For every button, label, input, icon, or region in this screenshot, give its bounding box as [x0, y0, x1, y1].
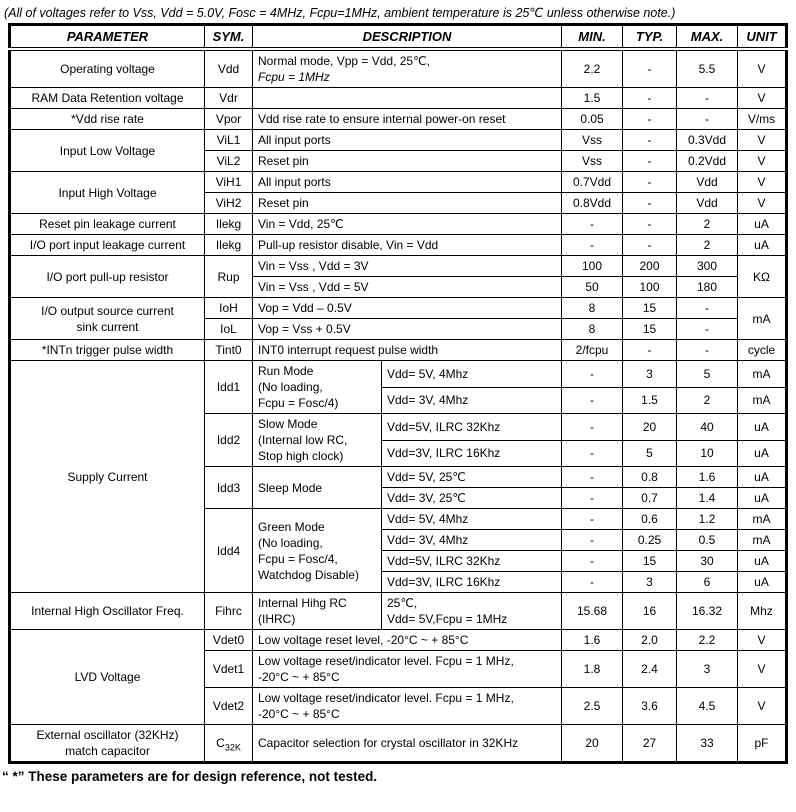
spec-table: [8, 23, 788, 764]
table-cell: Ilekg: [205, 235, 253, 256]
table-cell: -: [562, 440, 623, 467]
table-cell: -: [623, 49, 677, 88]
table-cell: Vdd= 3V, 4Mhz: [382, 530, 562, 551]
table-cell: Supply Current: [10, 361, 205, 593]
table-cell: 3: [677, 651, 738, 688]
table-cell: 27: [623, 725, 677, 763]
table-cell: V: [738, 88, 787, 109]
table-cell: Operating voltage: [10, 49, 205, 88]
table-cell: All input ports: [253, 172, 562, 193]
table-cell: -: [562, 414, 623, 441]
table-cell: 1.6: [677, 467, 738, 488]
table-cell: 0.3Vdd: [677, 130, 738, 151]
table-cell: -: [562, 467, 623, 488]
column-header-min: MIN.: [562, 25, 623, 50]
table-row: [10, 256, 787, 277]
column-header-parameter: PARAMETER: [10, 25, 205, 50]
table-cell: -: [623, 151, 677, 172]
spec-table-body: [10, 49, 787, 763]
table-cell: -: [677, 340, 738, 361]
table-cell: Vdet2: [205, 688, 253, 725]
table-cell: 2: [677, 214, 738, 235]
table-cell: 50: [562, 277, 623, 298]
table-cell: -: [562, 361, 623, 388]
table-cell: Vpor: [205, 109, 253, 130]
table-cell: V: [738, 688, 787, 725]
table-cell: 200: [623, 256, 677, 277]
table-cell: IoH: [205, 298, 253, 319]
table-cell: V/ms: [738, 109, 787, 130]
table-cell: 5: [623, 440, 677, 467]
table-cell: 1.6: [562, 630, 623, 651]
table-cell: mA: [738, 387, 787, 414]
table-cell: 0.7: [623, 488, 677, 509]
table-cell: Low voltage reset/indicator level. Fcpu = 1 MHz, -20°C ~ + 85°C: [253, 651, 562, 688]
table-row: [10, 361, 787, 388]
column-header-max: MAX.: [677, 25, 738, 50]
table-cell: 0.2Vdd: [677, 151, 738, 172]
header-row: [10, 25, 787, 50]
table-cell: V: [738, 151, 787, 172]
table-cell: -: [623, 130, 677, 151]
table-row: [10, 88, 787, 109]
column-header-unit: UNIT: [738, 25, 787, 50]
column-header-description: DESCRIPTION: [253, 25, 562, 50]
table-cell: uA: [738, 214, 787, 235]
table-cell: uA: [738, 488, 787, 509]
table-row: [10, 130, 787, 151]
table-cell: 1.5: [623, 387, 677, 414]
table-cell: External oscillator (32KHz) match capacitor: [10, 725, 205, 763]
table-cell: Vdd= 3V, 4Mhz: [382, 387, 562, 414]
table-cell: Idd2: [205, 414, 253, 467]
table-cell: mA: [738, 298, 787, 340]
table-cell: uA: [738, 551, 787, 572]
column-header-typ: TYP.: [623, 25, 677, 50]
table-row: [10, 725, 787, 763]
table-cell: 0.25: [623, 530, 677, 551]
table-cell: Idd3: [205, 467, 253, 509]
table-row: [10, 593, 787, 630]
table-cell: uA: [738, 467, 787, 488]
table-cell: -: [623, 214, 677, 235]
table-row: [10, 235, 787, 256]
table-cell: 15: [623, 551, 677, 572]
table-cell: 1.4: [677, 488, 738, 509]
table-cell: V: [738, 172, 787, 193]
table-cell: -: [623, 88, 677, 109]
table-cell: 0.5: [677, 530, 738, 551]
table-row: [10, 172, 787, 193]
table-cell: Sleep Mode: [253, 467, 382, 509]
table-cell: -: [562, 387, 623, 414]
table-cell: ViH1: [205, 172, 253, 193]
table-cell: Input Low Voltage: [10, 130, 205, 172]
table-row: [10, 214, 787, 235]
table-cell: Tint0: [205, 340, 253, 361]
table-cell: -: [562, 530, 623, 551]
table-cell: Vop = Vss + 0.5V: [253, 319, 562, 340]
table-cell: Vdd= 5V, 25℃: [382, 467, 562, 488]
table-cell: 3: [623, 572, 677, 593]
table-cell: Vdd=5V, ILRC 32Khz: [382, 551, 562, 572]
table-cell: 2: [677, 387, 738, 414]
table-cell: 2.2: [562, 49, 623, 88]
table-cell: 8: [562, 319, 623, 340]
table-cell: 2/fcpu: [562, 340, 623, 361]
table-cell: 5.5: [677, 49, 738, 88]
table-cell: Vdr: [205, 88, 253, 109]
table-cell: Green Mode (No loading, Fcpu = Fosc/4, Watchdog Disable): [253, 509, 382, 593]
table-cell: 180: [677, 277, 738, 298]
table-cell: Run Mode (No loading, Fcpu = Fosc/4): [253, 361, 382, 414]
table-cell: Vdet1: [205, 651, 253, 688]
table-cell: uA: [738, 572, 787, 593]
table-cell: 6: [677, 572, 738, 593]
table-cell: 25℃, Vdd= 5V,Fcpu = 1MHz: [382, 593, 562, 630]
table-cell: Vdd rise rate to ensure internal power-on reset: [253, 109, 562, 130]
table-cell: Mhz: [738, 593, 787, 630]
table-cell: 15.68: [562, 593, 623, 630]
table-cell: Vdd= 5V, 4Mhz: [382, 361, 562, 388]
table-condition-note: (All of voltages refer to Vss, Vdd = 5.0V, Fosc = 4MHz, Fcpu=1MHz, ambient temperature is 25℃ unless otherwise note.): [4, 6, 676, 20]
table-cell: 0.7Vdd: [562, 172, 623, 193]
table-cell: 16.32: [677, 593, 738, 630]
table-cell: 20: [623, 414, 677, 441]
table-cell: ViL2: [205, 151, 253, 172]
table-cell: 100: [562, 256, 623, 277]
table-cell: mA: [738, 509, 787, 530]
table-cell: -: [677, 109, 738, 130]
table-cell: Vdd: [205, 49, 253, 88]
table-cell: 0.05: [562, 109, 623, 130]
table-cell: -: [562, 509, 623, 530]
table-cell: -: [562, 551, 623, 572]
table-cell: uA: [738, 440, 787, 467]
table-cell: -: [623, 193, 677, 214]
table-cell: 2.2: [677, 630, 738, 651]
table-cell: V: [738, 130, 787, 151]
table-cell: uA: [738, 414, 787, 441]
table-cell: -: [677, 88, 738, 109]
table-cell: -: [562, 214, 623, 235]
table-cell: mA: [738, 530, 787, 551]
table-cell: -: [562, 235, 623, 256]
table-cell: Capacitor selection for crystal oscillator in 32KHz: [253, 725, 562, 763]
table-cell: Low voltage reset/indicator level. Fcpu = 1 MHz, -20°C ~ + 85°C: [253, 688, 562, 725]
table-cell: Vdd= 5V, 4Mhz: [382, 509, 562, 530]
table-cell: Vin = Vss , Vdd = 5V: [253, 277, 562, 298]
table-cell: Vdd=3V, ILRC 16Khz: [382, 572, 562, 593]
table-row: [10, 109, 787, 130]
table-cell: I/O port pull-up resistor: [10, 256, 205, 298]
table-cell: -: [623, 235, 677, 256]
table-cell: Vin = Vdd, 25℃: [253, 214, 562, 235]
table-cell: Vss: [562, 151, 623, 172]
table-row: [10, 630, 787, 651]
table-cell: 2.4: [623, 651, 677, 688]
table-cell: KΩ: [738, 256, 787, 298]
table-cell: 300: [677, 256, 738, 277]
table-cell: -: [623, 109, 677, 130]
table-cell: Idd1: [205, 361, 253, 414]
table-cell: Vin = Vss , Vdd = 3V: [253, 256, 562, 277]
table-cell: 40: [677, 414, 738, 441]
table-cell: Vdet0: [205, 630, 253, 651]
table-cell: Vss: [562, 130, 623, 151]
table-cell: V: [738, 651, 787, 688]
table-cell: Slow Mode (Internal low RC, Stop high clock): [253, 414, 382, 467]
table-cell: Vop = Vdd – 0.5V: [253, 298, 562, 319]
table-cell: I/O output source current sink current: [10, 298, 205, 340]
table-cell: 15: [623, 298, 677, 319]
table-cell: Reset pin leakage current: [10, 214, 205, 235]
table-cell: Input High Voltage: [10, 172, 205, 214]
table-row: [10, 340, 787, 361]
table-row: [10, 49, 787, 88]
table-cell: Vdd: [677, 172, 738, 193]
asterisk-footnote: “ *” These parameters are for design reference, not tested.: [2, 769, 378, 784]
table-cell: 0.8: [623, 467, 677, 488]
table-cell: IoL: [205, 319, 253, 340]
table-cell: Reset pin: [253, 193, 562, 214]
table-cell: V: [738, 193, 787, 214]
table-cell: Normal mode, Vpp = Vdd, 25℃, Fcpu = 1MHz: [253, 49, 562, 88]
table-cell: 15: [623, 319, 677, 340]
table-cell: Idd4: [205, 509, 253, 593]
table-cell: -: [623, 172, 677, 193]
table-cell: -: [677, 298, 738, 319]
table-cell: Internal High Oscillator Freq.: [10, 593, 205, 630]
table-cell: 1.2: [677, 509, 738, 530]
column-header-sym: SYM.: [205, 25, 253, 50]
table-cell: 5: [677, 361, 738, 388]
table-cell: 2.0: [623, 630, 677, 651]
table-cell: Vdd= 3V, 25℃: [382, 488, 562, 509]
table-cell: -: [562, 572, 623, 593]
table-cell: [253, 88, 562, 109]
table-cell: 33: [677, 725, 738, 763]
table-cell: INT0 interrupt request pulse width: [253, 340, 562, 361]
table-cell: mA: [738, 361, 787, 388]
table-cell: cycle: [738, 340, 787, 361]
table-cell: 0.6: [623, 509, 677, 530]
table-cell: 1.5: [562, 88, 623, 109]
table-cell: All input ports: [253, 130, 562, 151]
table-cell: 3.6: [623, 688, 677, 725]
table-row: [10, 298, 787, 319]
table-cell: pF: [738, 725, 787, 763]
table-cell: 10: [677, 440, 738, 467]
table-cell: LVD Voltage: [10, 630, 205, 725]
table-cell: ViH2: [205, 193, 253, 214]
table-cell: 16: [623, 593, 677, 630]
table-cell: Vdd=3V, ILRC 16Khz: [382, 440, 562, 467]
table-cell: Vdd=5V, ILRC 32Khz: [382, 414, 562, 441]
table-cell: 0.8Vdd: [562, 193, 623, 214]
table-cell: Ilekg: [205, 214, 253, 235]
table-cell: uA: [738, 235, 787, 256]
table-cell: 3: [623, 361, 677, 388]
table-cell: *Vdd rise rate: [10, 109, 205, 130]
table-cell: 2: [677, 235, 738, 256]
table-cell: RAM Data Retention voltage: [10, 88, 205, 109]
table-cell: 20: [562, 725, 623, 763]
table-cell: 1.8: [562, 651, 623, 688]
table-cell: 8: [562, 298, 623, 319]
table-cell: $C_{32K}$: [205, 725, 253, 763]
table-cell: Fihrc: [205, 593, 253, 630]
table-cell: Reset pin: [253, 151, 562, 172]
table-cell: Pull-up resistor disable, Vin = Vdd: [253, 235, 562, 256]
table-cell: -: [562, 488, 623, 509]
table-cell: *INTn trigger pulse width: [10, 340, 205, 361]
table-cell: -: [677, 319, 738, 340]
table-cell: -: [623, 340, 677, 361]
table-cell: Internal Hihg RC (IHRC): [253, 593, 382, 630]
table-cell: 30: [677, 551, 738, 572]
table-cell: V: [738, 630, 787, 651]
table-cell: Vdd: [677, 193, 738, 214]
table-cell: ViL1: [205, 130, 253, 151]
table-cell: 2.5: [562, 688, 623, 725]
table-cell: Low voltage reset level, -20°C ~ + 85°C: [253, 630, 562, 651]
table-cell: I/O port input leakage current: [10, 235, 205, 256]
table-cell: 100: [623, 277, 677, 298]
table-cell: Rup: [205, 256, 253, 298]
table-cell: V: [738, 49, 787, 88]
table-cell: 4.5: [677, 688, 738, 725]
